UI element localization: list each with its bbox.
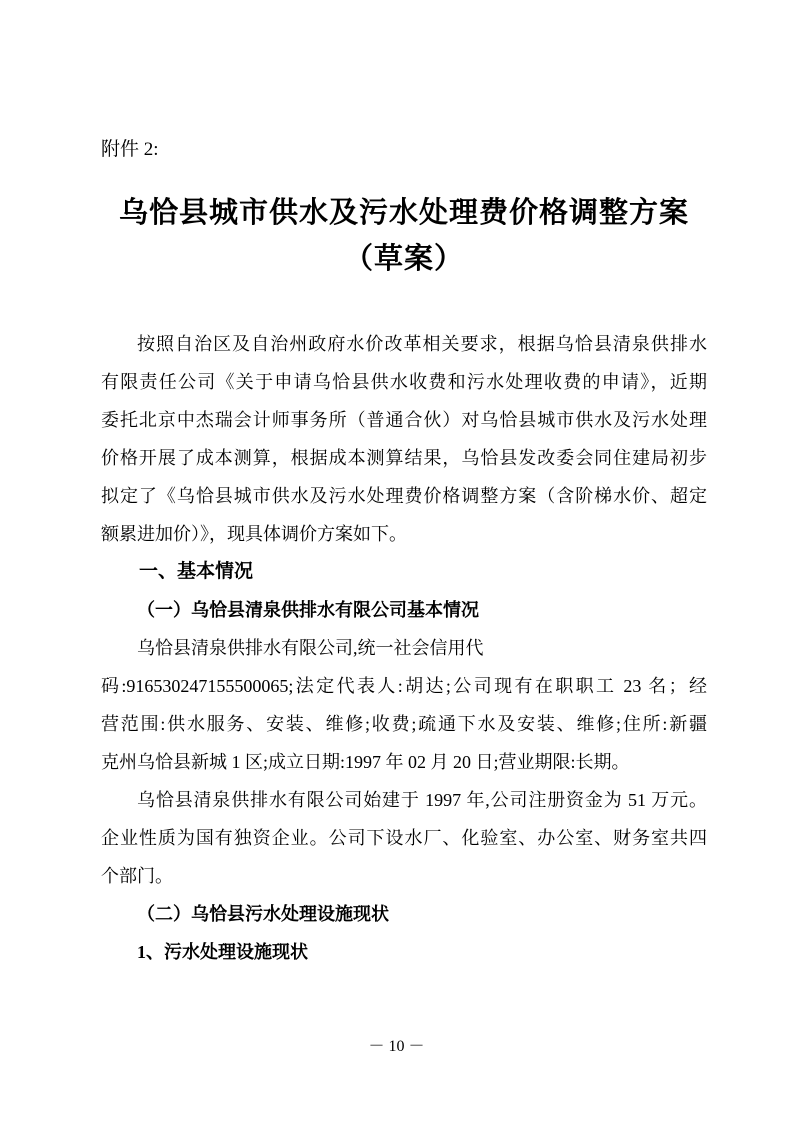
- paragraph-line: 价格开展了成本测算，根据成本测算结果，乌恰县发改委会同住建局初步: [101, 448, 707, 468]
- subsection-heading-sewage-facilities-status: （二）乌恰县污水处理设施现状: [137, 904, 389, 924]
- section-heading-basic-situation: 一、基本情况: [139, 561, 254, 582]
- paragraph-line: 有限责任公司《关于申请乌恰县供水收费和污水处理收费的申请》，近期: [101, 372, 707, 392]
- paragraph-line: 按照自治区及自治州政府水价改革相关要求，根据乌恰县清泉供排水: [137, 334, 707, 354]
- page-number: － 10 －: [368, 1038, 425, 1055]
- document-body: [101, 325, 707, 971]
- paragraph-line: 营范围:供水服务、安装、维修;收费;疏通下水及安装、维修;住所:新疆: [101, 714, 707, 734]
- page-footer: [0, 1036, 793, 1058]
- paragraph-company-info: [101, 629, 707, 781]
- page-content: [101, 0, 707, 971]
- paragraph-line: 企业性质为国有独资企业。公司下设水厂、化验室、办公室、财务室共四: [101, 828, 707, 848]
- subheading-sewage-treatment-facilities: 1、污水处理设施现状: [137, 942, 308, 962]
- subsection-heading-company-basic-info: （一）乌恰县清泉供排水有限公司基本情况: [137, 600, 479, 620]
- paragraph-line: 拟定了《乌恰县城市供水及污水处理费价格调整方案（含阶梯水价、超定: [101, 486, 707, 506]
- document-title-line1: 乌恰县城市供水及污水处理费价格调整方案: [118, 197, 689, 229]
- paragraph-line: 码:916530247155500065;法定代表人:胡达;公司现有在职职工 23 名；经: [101, 676, 707, 696]
- paragraph-line: 克州乌恰县新城 1 区;成立日期:1997 年 02 月 20 日;营业期限:长期。: [101, 752, 630, 772]
- paragraph-intro: [101, 325, 707, 553]
- attachment-label: 附件 2:: [101, 139, 159, 160]
- paragraph-line: 乌恰县清泉供排水有限公司始建于 1997 年,公司注册资金为 51 万元。: [137, 790, 707, 810]
- paragraph-line: 个部门。: [101, 866, 173, 886]
- paragraph-line: 委托北京中杰瑞会计师事务所（普通合伙）对乌恰县城市供水及污水处理: [101, 410, 707, 430]
- paragraph-company-history: [101, 781, 707, 895]
- document-title-line2: （草案）: [343, 243, 464, 275]
- paragraph-line: 额累进加价）》，现具体调价方案如下。: [101, 524, 407, 544]
- paragraph-line: 乌恰县清泉供排水有限公司,统一社会信用代: [137, 638, 484, 658]
- document-title: [101, 190, 707, 282]
